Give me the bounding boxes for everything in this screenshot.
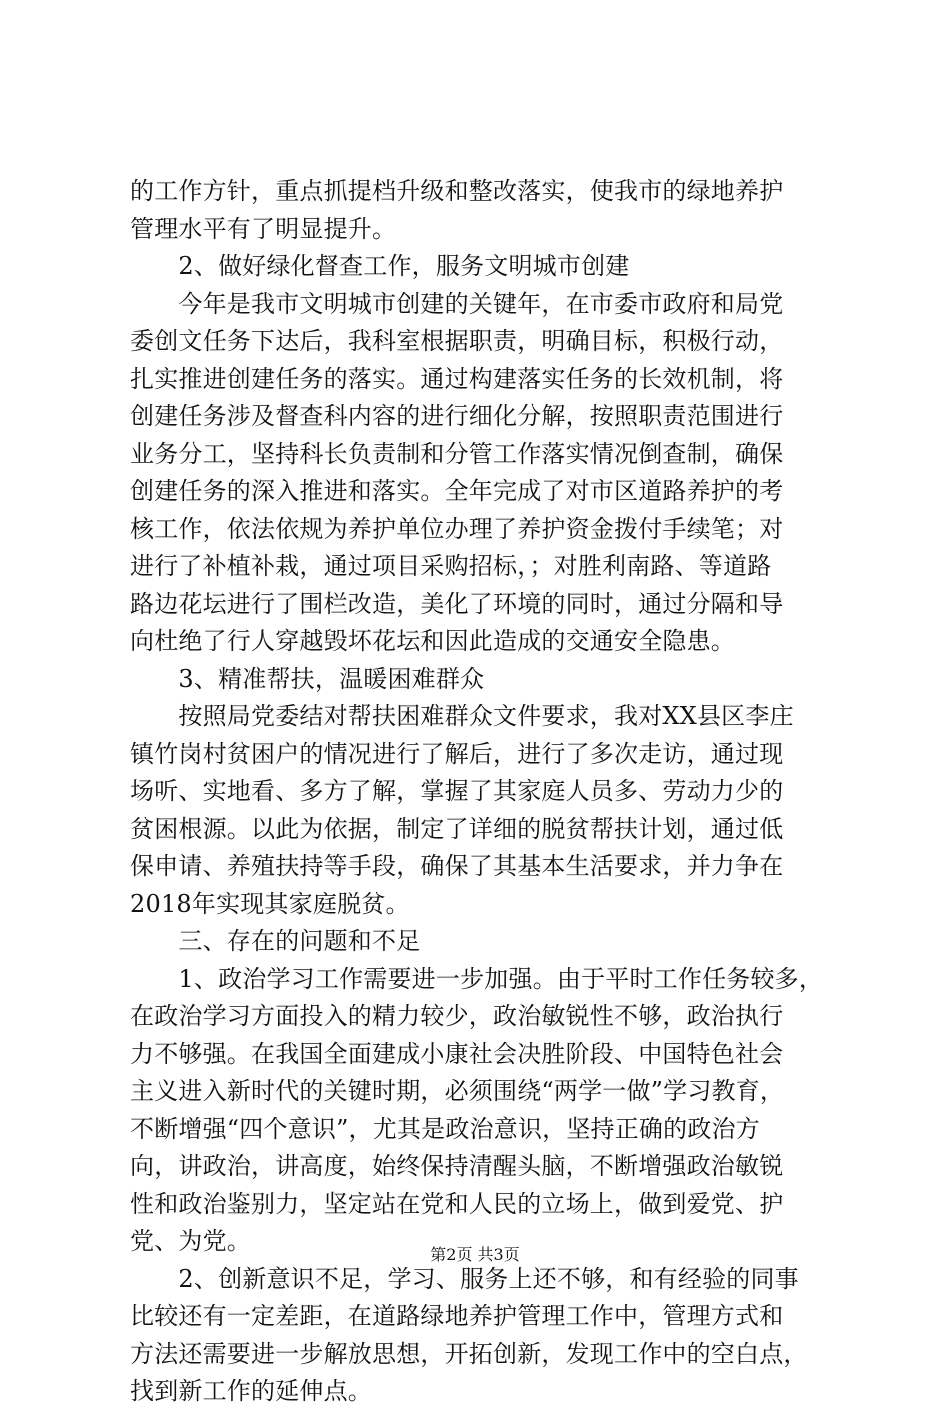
text-line: 按照局党委结对帮扶困难群众文件要求，我对XX县区李庄 bbox=[130, 702, 794, 730]
text-line: 在政治学习方面投入的精力较少，政治敏锐性不够，政治执行 bbox=[130, 1002, 784, 1030]
text-line: 镇竹岗村贫困户的情况进行了解后，进行了多次走访，通过现 bbox=[130, 739, 784, 768]
text-line: 创建任务涉及督查科内容的进行细化分解，按照职责范围进行 bbox=[130, 402, 784, 430]
document-body bbox=[130, 173, 830, 1411]
text-line: 力不够强。在我国全面建成小康社会决胜阶段、中国特色社会 bbox=[130, 1039, 784, 1068]
text-line: 场听、实地看、多方了解，掌握了其家庭人员多、劳动力少的 bbox=[130, 777, 784, 805]
page-number-footer: 第2页 共3页 bbox=[430, 1245, 520, 1264]
section-heading: 3、精准帮扶，温暖困难群众 bbox=[130, 664, 485, 693]
text-line: 找到新工作的延伸点。 bbox=[130, 1377, 372, 1405]
text-line: 2、创新意识不足，学习、服务上还不够，和有经验的同事 bbox=[130, 1264, 799, 1293]
text-line: 的工作方针，重点抓提档升级和整改落实，使我市的绿地养护 bbox=[130, 177, 784, 205]
text-line: 今年是我市文明城市创建的关键年，在市委市政府和局党 bbox=[130, 289, 784, 318]
text-line: 进行了补植补栽，通过项目采购招标，；对胜利南路、等道路 bbox=[130, 552, 772, 580]
text-line: 贫困根源。以此为依据，制定了详细的脱贫帮扶计划，通过低 bbox=[130, 814, 784, 843]
text-line: 路边花坛进行了围栏改造，美化了环境的同时，通过分隔和导 bbox=[130, 589, 784, 618]
section-heading: 三、存在的问题和不足 bbox=[130, 927, 421, 955]
text-line: 主义进入新时代的关键时期，必须围绕“两学一做”学习教育， bbox=[130, 1077, 785, 1105]
text-line: 核工作，依法依规为养护单位办理了养护资金拨付手续笔；对 bbox=[130, 514, 784, 543]
text-line: 比较还有一定差距，在道路绿地养护管理工作中，管理方式和 bbox=[130, 1302, 784, 1330]
text-line: 不断增强“四个意识”，尤其是政治意识，坚持正确的政治方 bbox=[130, 1114, 760, 1143]
text-line: 管理水平有了明显提升。 bbox=[130, 214, 397, 243]
text-line: 性和政治鉴别力，坚定站在党和人民的立场上，做到爱党、护 bbox=[130, 1189, 784, 1218]
section-heading: 2、做好绿化督查工作，服务文明城市创建 bbox=[130, 252, 630, 280]
text-line: 扎实推进创建任务的落实。通过构建落实任务的长效机制，将 bbox=[130, 364, 784, 393]
text-line: 向，讲政治，讲高度，始终保持清醒头脑，不断增强政治敏锐 bbox=[130, 1152, 784, 1180]
text-line: 1、政治学习工作需要进一步加强。由于平时工作任务较多， bbox=[130, 964, 824, 993]
text-line: 保申请、养殖扶持等手段，确保了其基本生活要求，并力争在 bbox=[130, 852, 784, 880]
text-line: 2018年实现其家庭脱贫。 bbox=[130, 889, 410, 918]
text-line: 党、为党。 bbox=[130, 1227, 251, 1255]
text-line: 方法还需要进一步解放思想，开拓创新，发现工作中的空白点， bbox=[130, 1339, 808, 1368]
text-line: 创建任务的深入推进和落实。全年完成了对市区道路养护的考 bbox=[130, 477, 784, 505]
text-line: 委创文任务下达后，我科室根据职责，明确目标，积极行动， bbox=[130, 327, 784, 355]
text-line: 业务分工，坚持科长负责制和分管工作落实情况倒查制，确保 bbox=[130, 439, 784, 468]
text-line: 向杜绝了行人穿越毁坏花坛和因此造成的交通安全隐患。 bbox=[130, 627, 735, 655]
